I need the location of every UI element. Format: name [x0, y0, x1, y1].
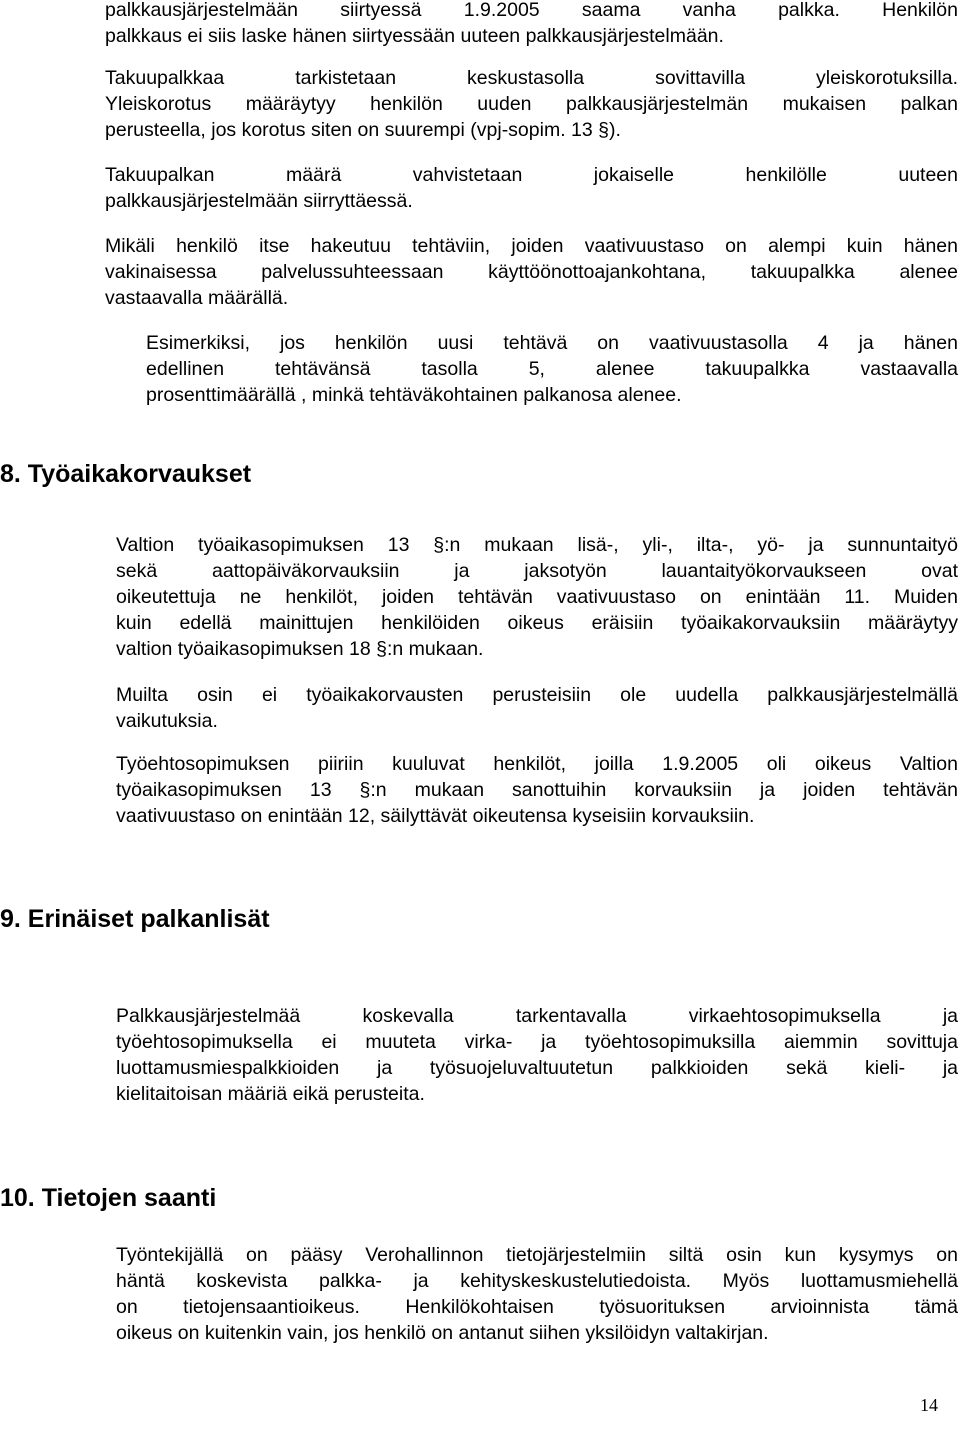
text-line: Esimerkiksi, jos henkilön uusi tehtävä on vaativuustasolla 4 ja hänen: [146, 332, 958, 354]
text-line: oikeus on kuitenkin vain, jos henkilö on antanut siihen yksilöidyn valtakirjan.: [116, 1322, 769, 1344]
text-line: kuin edellä mainittujen henkilöiden oikeus eräisiin työaikakorvauksiin määräytyy: [116, 612, 958, 634]
paragraph-information-access: [116, 1242, 958, 1346]
paragraph-previous-salary: [105, 0, 958, 49]
paragraph-allowances: [116, 1003, 958, 1107]
text-line: palkkausjärjestelmään siirryttäessä.: [105, 190, 413, 212]
paragraph-guarantee-review: [105, 65, 958, 143]
text-line: oikeutettuja ne henkilöt, joiden tehtävän vaativuustaso on enintään 11. Muiden: [116, 586, 958, 608]
text-line: perusteella, jos korotus siten on suurempi (vpj-sopim. 13 §).: [105, 119, 621, 141]
text-line: Mikäli henkilö itse hakeutuu tehtäviin, joiden vaativuustaso on alempi kuin hänen: [105, 235, 958, 257]
text-line: Takuupalkkaa tarkistetaan keskustasolla sovittavilla yleiskorotuksilla.: [105, 67, 958, 89]
page-number: 14: [920, 1395, 938, 1415]
text-line: Takuupalkan määrä vahvistetaan jokaiselle henkilölle uuteen: [105, 164, 958, 186]
text-line: Työehtosopimuksen piiriin kuuluvat henkilöt, joilla 1.9.2005 oli oikeus Valtion: [116, 753, 958, 775]
text-line: Yleiskorotus määräytyy henkilön uuden palkkausjärjestelmän mukaisen palkan: [105, 93, 958, 115]
text-line: Työntekijällä on pääsy Verohallinnon tietojärjestelmiin siltä osin kun kysymys on: [116, 1244, 958, 1266]
text-line: prosenttimäärällä , minkä tehtäväkohtainen palkanosa alenee.: [146, 384, 682, 406]
text-line: Palkkausjärjestelmää koskevalla tarkentavalla virkaehtosopimuksella ja: [116, 1005, 958, 1027]
text-line: vastaavalla määrällä.: [105, 287, 289, 309]
section-heading-9: 9. Erinäiset palkanlisät: [0, 905, 270, 933]
paragraph-guarantee-amount: [105, 162, 958, 214]
text-line: valtion työaikasopimuksen 18 §:n mukaan.: [116, 638, 484, 660]
text-line: häntä koskevista palkka- ja kehityskeskustelutiedoista. Myös luottamusmiehellä: [116, 1270, 958, 1292]
text-line: työaikasopimuksen 13 §:n mukaan sanottuihin korvauksiin ja joiden tehtävän: [116, 779, 958, 801]
section-heading-10: 10. Tietojen saanti: [0, 1184, 217, 1212]
text-line: luottamusmiespalkkioiden ja työsuojeluvaltuutetun palkkioiden sekä kieli- ja: [116, 1057, 958, 1079]
paragraph-lower-level: [105, 233, 958, 311]
text-line: kielitaitoisan määriä eikä perusteita.: [116, 1083, 425, 1105]
paragraph-working-time-compensation: [116, 532, 958, 662]
text-line: työehtosopimuksella ei muuteta virka- ja työehtosopimuksilla aiemmin sovittuja: [116, 1031, 958, 1053]
text-line: sekä aattopäiväkorvauksiin ja jaksotyön lauantaityökorvaukseen ovat: [116, 560, 958, 582]
text-line: on tietojensaantioikeus. Henkilökohtaisen työsuorituksen arvioinnista tämä: [116, 1296, 958, 1318]
paragraph-example: [146, 330, 958, 408]
text-line: Valtion työaikasopimuksen 13 §:n mukaan lisä-, yli-, ilta-, yö- ja sunnuntaityö: [116, 534, 958, 556]
paragraph-no-effect: [116, 682, 958, 734]
section-heading-8: 8. Työaikakorvaukset: [0, 460, 252, 488]
text-line: Muilta osin ei työaikakorvausten perusteisiin ole uudella palkkausjärjestelmällä: [116, 684, 958, 706]
text-line: palkkaus ei siis laske hänen siirtyessään uuteen palkkausjärjestelmään.: [105, 25, 724, 47]
text-line: palkkausjärjestelmään siirtyessä 1.9.2005 saama vanha palkka. Henkilön: [105, 0, 958, 21]
text-line: edellinen tehtävänsä tasolla 5, alenee takuupalkka vastaavalla: [146, 358, 958, 380]
paragraph-collective-agreement: [116, 751, 958, 829]
text-line: vakinaisessa palvelussuhteessaan käyttöönottoajankohtana, takuupalkka alenee: [105, 261, 958, 283]
text-line: vaativuustaso on enintään 12, säilyttävät oikeutensa kyseisiin korvauksiin.: [116, 805, 755, 827]
text-line: vaikutuksia.: [116, 710, 218, 732]
